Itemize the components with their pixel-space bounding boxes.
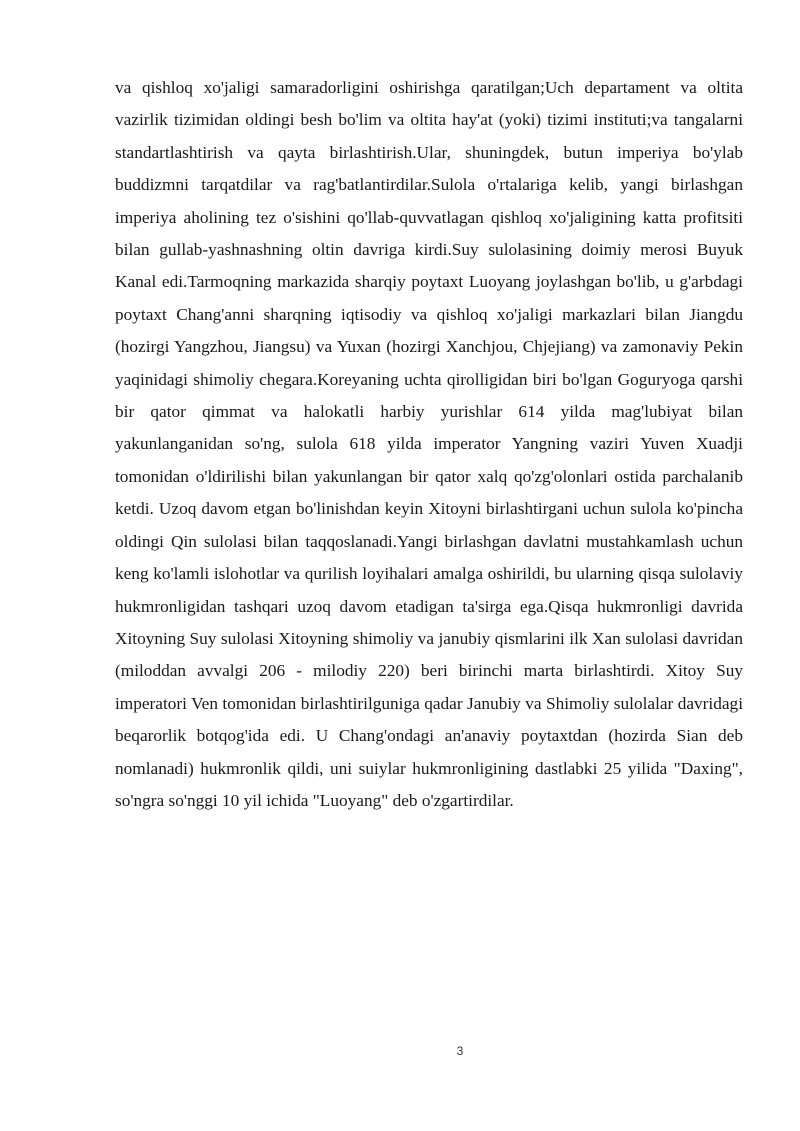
page-number: 3 — [456, 1044, 464, 1058]
body-paragraph: va qishloq xo'jaligi samaradorligini oshirishga qaratilgan;Uch departament va oltita vazirlik tizimidan oldingi besh bo'lim va oltita hay'at (yoki) tizimi instituti;va tangalarni standartlashtirish va qayta birlashtirish.Ular, shuningdek, butun imperiya bo'ylab buddizmni tarqatdilar va rag'batlantirdilar.Sulola o'rtalariga kelib, yangi birlashgan imperiya aholining tez o'sishini qo'llab-quvvatlagan qishloq xo'jaligining katta profitsiti bilan gullab-yashnashning oltin davriga kirdi.Suy sulolasining doimiy merosi Buyuk Kanal edi.Tarmoqning markazida sharqiy poytaxt Luoyang joylashgan bo'lib, u g'arbdagi poytaxt Chang'anni sharqning iqtisodiy va qishloq xo'jaligi markazlari bilan Jiangdu (hozirgi Yangzhou, Jiangsu) va Yuxan (hozirgi Xanchjou, Chjejiang) va zamonaviy Pekin yaqinidagi shimoliy chegara.Koreyaning uchta qirolligidan biri bo'lgan Goguryoga qarshi bir qator qimmat va halokatli harbiy yurishlar 614 yilda mag'lubiyat bilan yakunlanganidan so'ng, sulola 618 yilda imperator Yangning vaziri Yuven Xuadji tomonidan o'ldirilishi bilan yakunlangan bir qator xalq qo'zg'olonlari ostida parchalanib ketdi. Uzoq davom etgan bo'linishdan keyin Xitoyni birlashtirgani uchun sulola ko'pincha oldingi Qin sulolasi bilan taqqoslanadi.Yangi birlashgan davlatni mustahkamlash uchun keng ko'lamli islohotlar va qurilish loyihalari amalga oshirildi, bu ularning qisqa sulolaviy hukmronligidan tashqari uzoq davom etadigan ta'sirga ega.Qisqa hukmronligi davrida Xitoyning Suy sulolasi Xitoyning shimoliy va janubiy qismlarini ilk Xan sulolasi davridan (miloddan avvalgi 206 - milodiy 220) beri birinchi marta birlashtirdi. Xitoy Suy imperatori Ven tomonidan birlashtirilguniga qadar Janubiy va Shimoliy sulolalar davridagi beqarorlik botqog'ida edi. U Chang'ondagi an'anaviy poytaxtdan (hozirda Sian deb nomlanadi) hukmronlik qildi, uni suiylar hukmronligining dastlabki 25 yilida "Daxing", so'ngra so'nggi 10 yil ichida "Luoyang" deb o'zgartirdilar. — [115, 78, 743, 810]
